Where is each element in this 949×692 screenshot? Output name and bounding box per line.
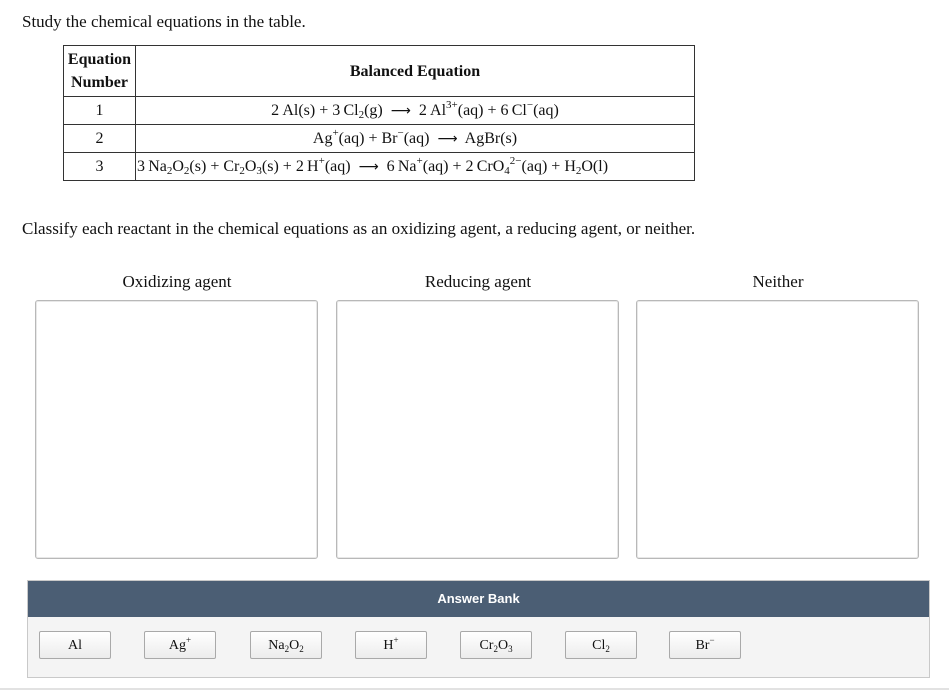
intro-text: Study the chemical equations in the table. bbox=[22, 12, 306, 31]
equation-2: Ag+(aq) + Br−(aq) ⟶ AgBr(s) bbox=[136, 125, 695, 153]
equation-number: 3 bbox=[64, 153, 136, 181]
reaction-arrow-icon: ⟶ bbox=[437, 130, 458, 147]
answer-bank bbox=[27, 580, 930, 678]
header-equation-number: Equation Number bbox=[64, 46, 136, 97]
token-al[interactable]: Al bbox=[39, 631, 111, 659]
token-br-minus[interactable]: Br− bbox=[669, 631, 741, 659]
reaction-arrow-icon: ⟶ bbox=[390, 102, 411, 119]
table-row bbox=[64, 125, 695, 153]
reducing-agent-dropzone[interactable] bbox=[336, 300, 619, 559]
table-header-row bbox=[64, 46, 695, 97]
neither-dropzone[interactable] bbox=[636, 300, 919, 559]
token-cl2[interactable]: $Cl_2$ bbox=[565, 631, 637, 659]
token-h-plus[interactable]: H+ bbox=[355, 631, 427, 659]
token-cr2o3[interactable]: $Cr_2O_3$ bbox=[460, 631, 532, 659]
table-row bbox=[64, 153, 695, 181]
neither-label: Neither bbox=[752, 272, 804, 291]
table-row bbox=[64, 97, 695, 125]
equation-3: 3 $Na_2O_2(s) + Cr_2O_3(s) + 2$ H+(aq) ⟶ 6 Na+(aq) + 2 $CrO_4^{2-}(aq) + H_2O(l)$ bbox=[136, 153, 695, 181]
oxidizing-agent-label: Oxidizing agent bbox=[122, 272, 232, 291]
reducing-agent-label: Reducing agent bbox=[424, 272, 532, 291]
equations-table bbox=[63, 45, 695, 181]
token-ag-plus[interactable]: Ag+ bbox=[144, 631, 216, 659]
bottom-divider bbox=[0, 688, 949, 690]
header-balanced-equation: Balanced Equation bbox=[136, 46, 695, 97]
token-na2o2[interactable]: $Na_2O_2$ bbox=[250, 631, 322, 659]
classify-instructions: Classify each reactant in the chemical equations as an oxidizing agent, a reducing agent, or neither. bbox=[22, 219, 696, 238]
answer-bank-title: Answer Bank bbox=[28, 581, 929, 617]
equation-1: 2 Al(s) + 3 $Cl_2(g)$ ⟶ 2 $Al^{3+}(aq) + 6$ Cl−(aq) bbox=[136, 97, 695, 125]
equation-number: 2 bbox=[64, 125, 136, 153]
oxidizing-agent-dropzone[interactable] bbox=[35, 300, 318, 559]
equation-number: 1 bbox=[64, 97, 136, 125]
reaction-arrow-icon: ⟶ bbox=[358, 158, 379, 175]
